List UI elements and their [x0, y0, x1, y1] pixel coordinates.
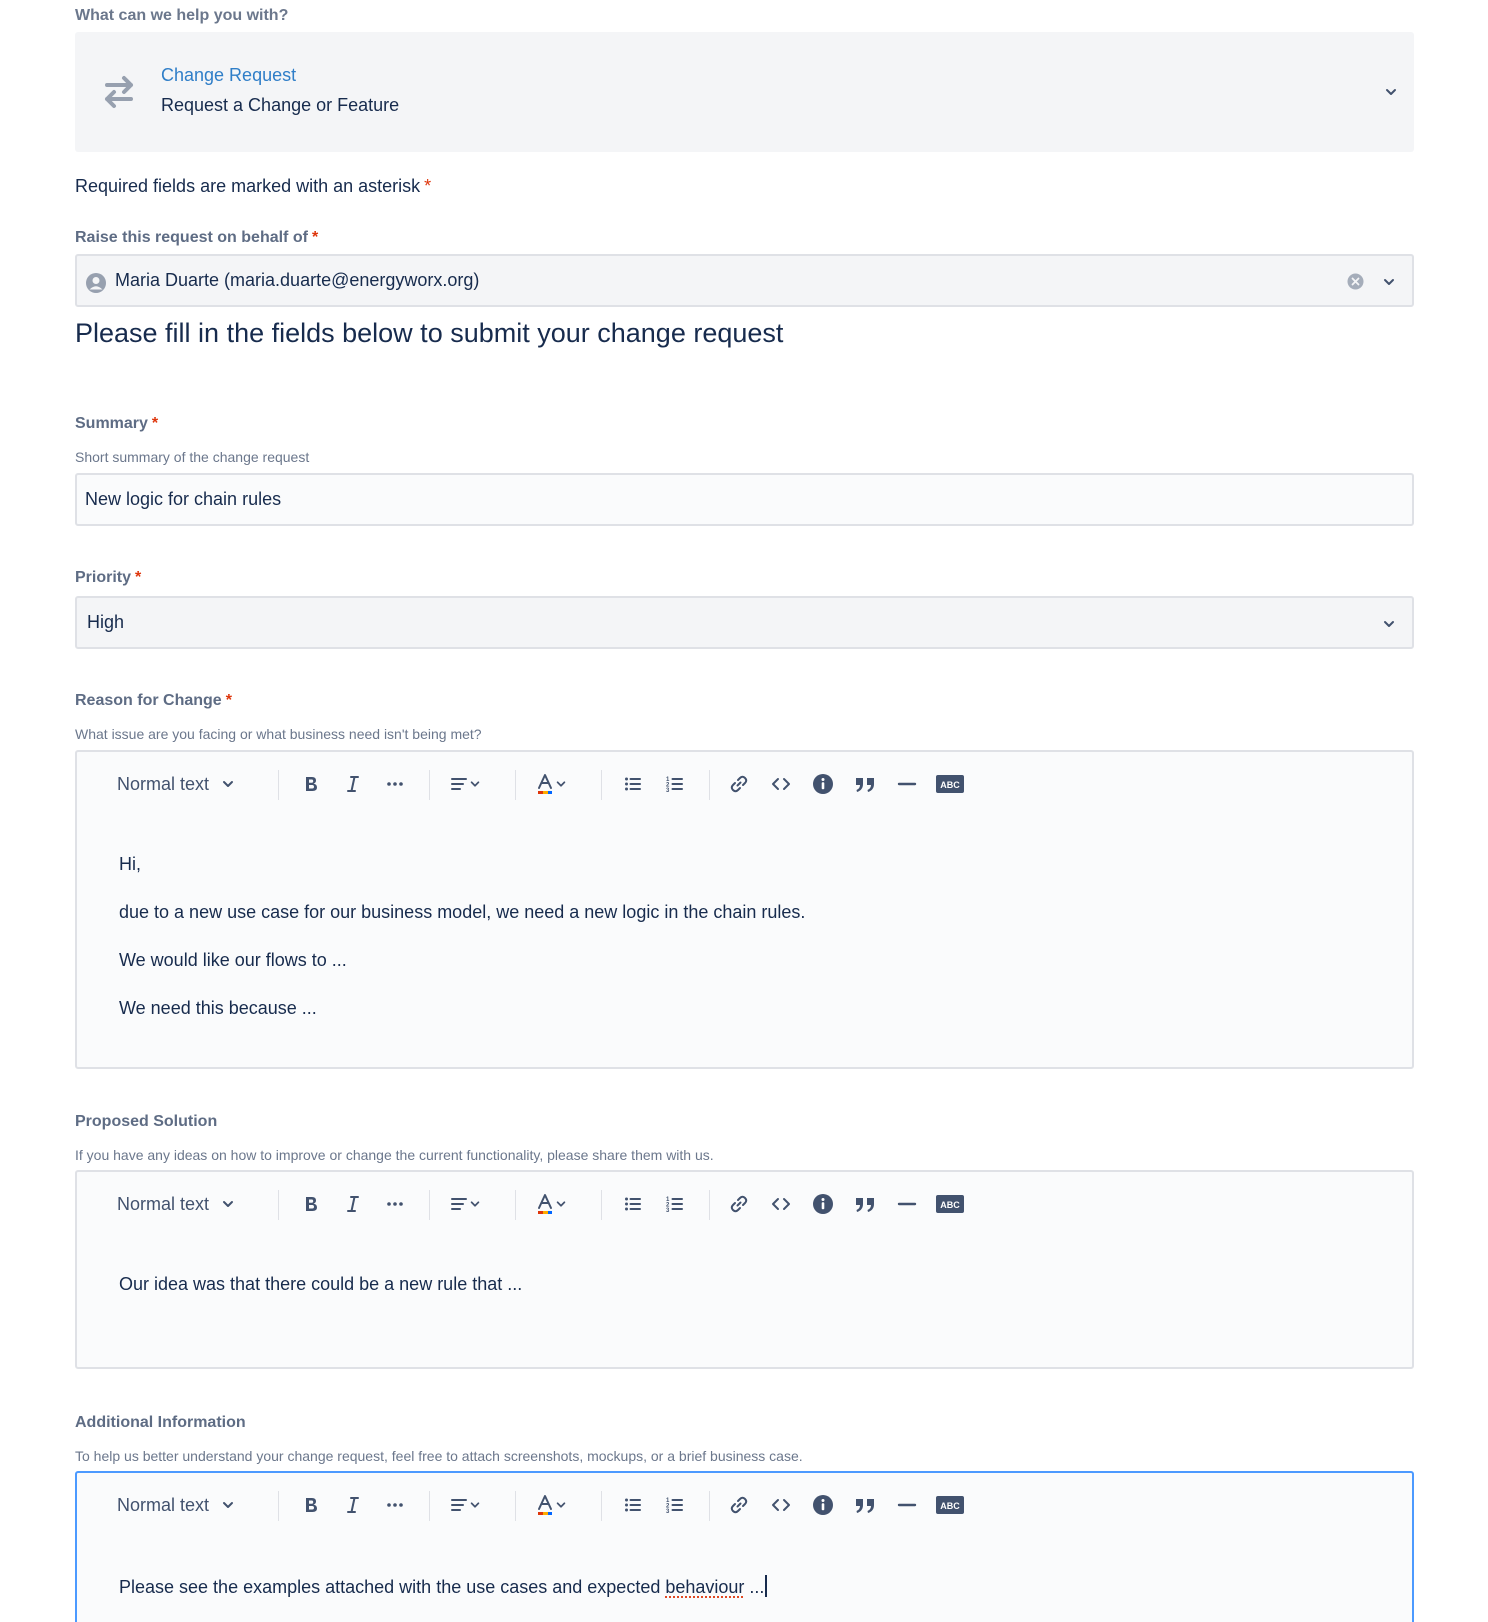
proposed-solution-editor[interactable]: [75, 1170, 1414, 1369]
priority-value: High: [87, 612, 125, 632]
quote-icon: [854, 1495, 876, 1515]
request-type-description: Request a Change or Feature: [161, 95, 400, 115]
quote-button[interactable]: [851, 1190, 879, 1218]
reason-label: Reason for Change *: [75, 692, 232, 709]
clear-icon[interactable]: [1347, 273, 1364, 290]
quote-button[interactable]: [851, 1491, 879, 1519]
summary-input[interactable]: [75, 473, 1414, 526]
editor-toolbar: [77, 752, 1412, 816]
toolbar-separator: [601, 1190, 602, 1220]
toolbar-separator: [429, 770, 430, 800]
bullet-list-button[interactable]: [619, 770, 647, 798]
numbered-list-button[interactable]: [661, 1190, 689, 1218]
bold-button[interactable]: [297, 1190, 325, 1218]
divider-button[interactable]: [893, 1190, 921, 1218]
text-color-dropdown[interactable]: [531, 1491, 571, 1519]
quote-button[interactable]: [851, 770, 879, 798]
link-button[interactable]: [725, 1190, 753, 1218]
bold-icon: [301, 1495, 321, 1515]
quote-icon: [854, 1194, 876, 1214]
bold-icon: [301, 774, 321, 794]
more-formatting-button[interactable]: [381, 770, 409, 798]
info-panel-button[interactable]: [809, 770, 837, 798]
chevron-down-icon: [469, 1499, 481, 1511]
reason-editor[interactable]: [75, 750, 1414, 1069]
numbered-list-button[interactable]: [661, 1491, 689, 1519]
chevron-down-icon: [469, 778, 481, 790]
chevron-down-icon: [221, 777, 235, 791]
spellcheck-icon: [936, 774, 964, 794]
link-button[interactable]: [725, 1491, 753, 1519]
spellcheck-icon: [936, 1194, 964, 1214]
editor-toolbar: [77, 1172, 1412, 1236]
editor-toolbar: [77, 1473, 1412, 1537]
divider-button[interactable]: [893, 1491, 921, 1519]
chevron-down-icon[interactable]: [1382, 275, 1396, 289]
svg-text:3: 3: [666, 1509, 670, 1515]
chevron-down-icon: [555, 778, 567, 790]
text-color-dropdown[interactable]: [531, 770, 571, 798]
chevron-down-icon: [555, 1499, 567, 1511]
text-style-dropdown[interactable]: [117, 1491, 247, 1519]
toolbar-separator: [278, 1190, 279, 1220]
toolbar-separator: [709, 770, 710, 800]
code-button[interactable]: [767, 1491, 795, 1519]
link-icon: [729, 774, 749, 794]
toolbar-separator: [601, 770, 602, 800]
info-icon: [812, 773, 834, 795]
on-behalf-label: Raise this request on behalf of *: [75, 229, 319, 246]
editor-paragraph: due to a new use case for our business model, we need a new logic in the chain rules.: [119, 902, 806, 922]
text-color-icon: [535, 1193, 555, 1215]
editor-paragraph: Please see the examples attached with the use cases and expected behaviour ...: [119, 1575, 767, 1598]
numbered-list-icon: [665, 1495, 685, 1515]
link-icon: [729, 1194, 749, 1214]
italic-button[interactable]: [339, 1491, 367, 1519]
more-formatting-button[interactable]: [381, 1190, 409, 1218]
italic-icon: [343, 1495, 363, 1515]
chevron-down-icon[interactable]: [1382, 617, 1396, 631]
avatar-icon: [85, 272, 107, 294]
additional-info-helper: To help us better understand your change request, feel free to attach screenshots, mockups, or a brief business case.: [75, 1448, 803, 1464]
bold-icon: [301, 1194, 321, 1214]
bullet-list-icon: [623, 1495, 643, 1515]
text-caret: [765, 1575, 767, 1597]
spellcheck-button[interactable]: [935, 1190, 965, 1218]
code-icon: [771, 1495, 791, 1515]
more-icon: [385, 1194, 405, 1214]
required-fields-note: Required fields are marked with an asterisk *: [75, 176, 432, 196]
info-icon: [812, 1494, 834, 1516]
on-behalf-select[interactable]: [75, 254, 1414, 307]
align-left-icon: [449, 1495, 469, 1515]
info-icon: [812, 1193, 834, 1215]
chevron-down-icon: [469, 1198, 481, 1210]
bold-button[interactable]: [297, 1491, 325, 1519]
info-panel-button[interactable]: [809, 1491, 837, 1519]
numbered-list-icon: [665, 774, 685, 794]
align-left-icon: [449, 774, 469, 794]
toolbar-separator: [278, 770, 279, 800]
text-style-dropdown[interactable]: [117, 1190, 247, 1218]
text-style-dropdown[interactable]: [117, 770, 247, 798]
reason-helper: What issue are you facing or what business need isn't being met?: [75, 726, 482, 742]
link-icon: [729, 1495, 749, 1515]
svg-text:2: 2: [666, 1503, 670, 1510]
editor-paragraph: We need this because ...: [119, 998, 317, 1018]
chevron-down-icon: [555, 1198, 567, 1210]
info-panel-button[interactable]: [809, 1190, 837, 1218]
chevron-down-icon[interactable]: [1384, 85, 1398, 99]
chevron-down-icon: [221, 1197, 235, 1211]
italic-button[interactable]: [339, 770, 367, 798]
more-icon: [385, 1495, 405, 1515]
numbered-list-icon: [665, 1194, 685, 1214]
proposed-solution-helper: If you have any ideas on how to improve or change the current functionality, please share them with us.: [75, 1147, 714, 1163]
additional-info-label: Additional Information: [75, 1414, 246, 1431]
alignment-dropdown[interactable]: [445, 1190, 485, 1218]
more-formatting-button[interactable]: [381, 1491, 409, 1519]
proposed-solution-label: Proposed Solution: [75, 1113, 218, 1130]
italic-button[interactable]: [339, 1190, 367, 1218]
spellcheck-button[interactable]: [935, 1491, 965, 1519]
svg-text:ABC: ABC: [940, 1200, 960, 1210]
text-color-dropdown[interactable]: [531, 1190, 571, 1218]
toolbar-separator: [709, 1190, 710, 1220]
bullet-list-icon: [623, 1194, 643, 1214]
request-type-selector[interactable]: [75, 32, 1414, 152]
spellcheck-word[interactable]: behaviour: [665, 1577, 745, 1597]
svg-text:ABC: ABC: [940, 1501, 960, 1511]
toolbar-separator: [515, 770, 516, 800]
editor-paragraph: We would like our flows to ...: [119, 950, 347, 970]
link-button[interactable]: [725, 770, 753, 798]
horizontal-rule-icon: [897, 774, 917, 794]
summary-label: Summary *: [75, 415, 159, 432]
more-icon: [385, 774, 405, 794]
horizontal-rule-icon: [897, 1495, 917, 1515]
code-button[interactable]: [767, 770, 795, 798]
svg-text:3: 3: [666, 1208, 670, 1214]
arrows-swap-icon: [99, 72, 139, 112]
text-color-icon: [535, 773, 555, 795]
svg-text:3: 3: [666, 788, 670, 794]
additional-info-editor[interactable]: [75, 1471, 1414, 1622]
editor-paragraph: Hi,: [119, 854, 141, 874]
svg-text:1: 1: [666, 1197, 670, 1203]
horizontal-rule-icon: [897, 1194, 917, 1214]
divider-button[interactable]: [893, 770, 921, 798]
text-style-label: Normal text: [117, 773, 210, 794]
svg-text:2: 2: [666, 782, 670, 789]
toolbar-separator: [429, 1491, 430, 1521]
align-left-icon: [449, 1194, 469, 1214]
bullet-list-button[interactable]: [619, 1491, 647, 1519]
chevron-down-icon: [221, 1498, 235, 1512]
toolbar-separator: [709, 1491, 710, 1521]
text-style-label: Normal text: [117, 1494, 210, 1515]
toolbar-separator: [278, 1491, 279, 1521]
svg-text:1: 1: [666, 1498, 670, 1504]
numbered-list-button[interactable]: [661, 770, 689, 798]
bullet-list-button[interactable]: [619, 1190, 647, 1218]
svg-text:ABC: ABC: [940, 780, 960, 790]
toolbar-separator: [429, 1190, 430, 1220]
toolbar-separator: [515, 1491, 516, 1521]
request-type-name[interactable]: Change Request: [161, 65, 297, 85]
bold-button[interactable]: [297, 770, 325, 798]
page-title: Please fill in the fields below to submit your change request: [75, 318, 784, 348]
spellcheck-icon: [936, 1495, 964, 1515]
italic-icon: [343, 774, 363, 794]
toolbar-separator: [515, 1190, 516, 1220]
code-icon: [771, 774, 791, 794]
request-type-label: What can we help you with?: [75, 7, 289, 24]
bullet-list-icon: [623, 774, 643, 794]
alignment-dropdown[interactable]: [445, 1491, 485, 1519]
svg-text:2: 2: [666, 1202, 670, 1209]
on-behalf-value: Maria Duarte (maria.duarte@energyworx.org): [115, 270, 480, 290]
summary-value: New logic for chain rules: [85, 489, 282, 509]
priority-label: Priority *: [75, 569, 142, 586]
text-color-icon: [535, 1494, 555, 1516]
editor-paragraph: Our idea was that there could be a new rule that ...: [119, 1274, 523, 1294]
alignment-dropdown[interactable]: [445, 770, 485, 798]
italic-icon: [343, 1194, 363, 1214]
toolbar-separator: [601, 1491, 602, 1521]
summary-helper: Short summary of the change request: [75, 449, 310, 465]
text-style-label: Normal text: [117, 1193, 210, 1214]
spellcheck-button[interactable]: [935, 770, 965, 798]
code-icon: [771, 1194, 791, 1214]
quote-icon: [854, 774, 876, 794]
svg-text:1: 1: [666, 777, 670, 783]
priority-select[interactable]: [75, 596, 1414, 649]
code-button[interactable]: [767, 1190, 795, 1218]
